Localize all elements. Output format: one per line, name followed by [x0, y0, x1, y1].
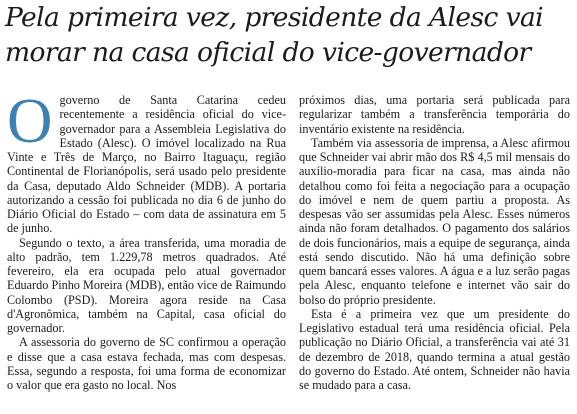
article-paragraph: Segundo o texto, a área transferida, uma moradia de alto padrão, tem 1.229,78 metros quadrados. Até fevereiro, ela era ocupada pelo atual governador Eduardo Pinho Moreira (MDB), então vice de Raimundo Colombo (PSD). Moreira agora reside na Casa d'Agronômica, também na Capital, casa oficial do governador.: [7, 235, 286, 335]
article-paragraph: A assessoria do governo de SC confirmou a operação e disse que a casa estava fechada, mas com despesas. Essa, segundo a resposta, foi uma forma de economizar o valor que era gasto no local. Nos: [7, 335, 286, 392]
article-column-left: [7, 86, 286, 392]
article-paragraph: próximos dias, uma portaria será publicada para regularizar também a transferência temporária do inventário existente na residência.: [299, 93, 570, 136]
drop-cap: O: [7, 86, 53, 156]
headline-line-1: Pela primeira vez, presidente da Alesc vai: [5, 2, 544, 33]
headline-line-2: morar na casa oficial do vice-governador: [5, 37, 531, 68]
headline: [5, 0, 573, 70]
article-paragraph: [7, 86, 286, 236]
paragraph-text: governo de Santa Catarina cedeu recentemente a residência oficial do vice-governador para a Assembleia Legislativa do Estado (Alesc). O imóvel localizado na Rua Vinte e Três de Março, no Bairro Itaguaçu, região Continental de Florianópolis, será usado pelo presidente da Casa, deputado Aldo Schneider (MDB). A portaria autorizando a cessão foi publicada no dia 6 de junho do Diário Oficial do Estado – com data de assinatura em 5 de junho.: [7, 93, 286, 236]
article-paragraph: Esta é a primeira vez que um presidente do Legislativo estadual terá uma residência oficial. Pela publicação no Diário Oficial, a transferência vai até 31 de dezembro de 2018, quando termina a atual gestão do governo do Estado. Até ontem, Schneider não havia se mudado para a casa.: [299, 306, 570, 392]
article-column-right: [299, 93, 570, 392]
article-paragraph: Também via assessoria de imprensa, a Alesc afirmou que Schneider vai abrir mão dos R$ 4,5 mil mensais do auxílio-moradia para ficar na casa, mas ainda não detalhou como foi feita a negociação para a ocupação do imóvel e nem de quem partiu a proposta. As despesas vão ser assumidas pela Alesc. Esses números ainda não foram detalhados. O pagamento dos salários de dois funcionários, mais a equipe de segurança, ainda está sendo discutido. Não há uma definição sobre quem bancará esses valores. A água e a luz serão pagas pela Alesc, enquanto telefone e internet vão sair do bolso do próprio presidente.: [299, 135, 570, 307]
